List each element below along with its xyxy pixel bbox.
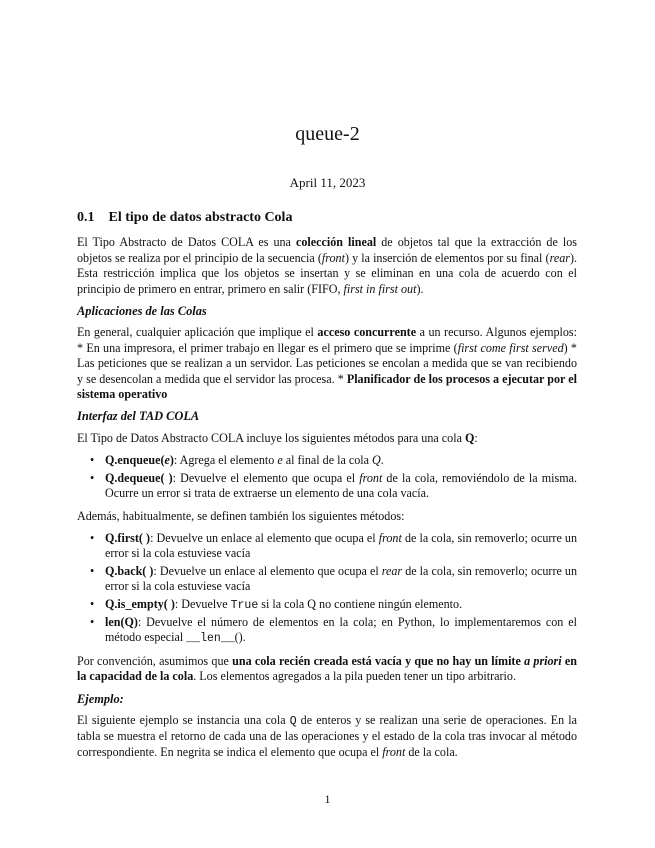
italic-text: rear [381,563,403,578]
applications-paragraph [77,325,577,402]
italic-text: first come first served [457,340,564,355]
text: : Devuelve el elemento que ocupa el [172,470,360,485]
text: si la cola Q no contiene ningún elemento. [258,596,463,611]
method-name: ) [169,453,174,468]
text: al final de la cola [282,453,373,468]
text: : Devuelve [174,596,231,611]
text: El Tipo Abstracto de Datos COLA es una [77,235,296,250]
italic-text: e [277,453,283,468]
example-paragraph [77,713,577,760]
bold-text: Q [464,430,475,445]
text: ). [416,281,424,296]
code-text: __len__ [186,632,235,646]
page-number: 1 [324,792,331,806]
list-item [105,564,577,595]
italic-text: front [321,250,345,265]
text: : [474,430,478,445]
section-title: El tipo de datos abstracto Cola [108,210,293,225]
section-heading [77,210,577,225]
text: a un recurso. Algunos ejemplos: * En una impresora, el primer trabajo en llegar es el primero que se imprime ( [77,325,577,355]
text: ) y la inserción de elementos por su final ( [344,250,550,265]
text: de la cola, sin removerlo; ocurre un error si la cola estuviese vacía [105,563,578,594]
method-name: len(Q) [105,614,138,629]
document-date: April 11, 2023 [289,175,366,190]
interface-paragraph [77,431,577,446]
extra-methods-list [77,531,577,647]
interface-methods-list [77,453,577,501]
italic-text: front [382,744,406,759]
method-name: Q.enqueue( [105,453,165,468]
applications-heading: Aplicaciones de las Colas [77,304,207,319]
list-item [105,453,577,468]
extra-methods-intro: Además, habitualmente, se definen también los siguientes métodos: [77,508,405,523]
text: : Devuelve un enlace al elemento que ocupa el [150,530,379,545]
italic-text: rear [549,250,570,265]
list-item [105,471,577,502]
text: de enteros y se realizan una serie de operaciones. En la tabla se muestra el retorno de cada una de las operaciones y el estado de la cola tras invocar al método correspondiente. En negrita se indica el elemento que ocupa el [77,712,577,759]
text: Por convención, asumimos que [77,653,233,668]
bold-text: acceso concurrente [317,325,417,340]
text: (). [234,630,246,645]
list-item [105,597,577,613]
text: ). Esta restricción implica que los objetos se insertan y se eliminan en una cola de acuerdo con el principio de primero en entrar, primero en salir (FIFO, [77,250,578,296]
text: : Devuelve un enlace al elemento que ocupa el [153,563,382,578]
method-name: Q.back( ) [105,563,154,578]
list-item [105,615,577,647]
text: de la cola. [405,744,458,759]
italic-text: front [359,470,383,485]
code-text: Q [289,714,297,728]
text: . Los elementos agregados a la pila pueden tener un tipo arbitrario. [193,669,516,684]
section-number: 0.1 [77,210,95,225]
interface-heading: Interfaz del TAD COLA [77,409,200,424]
text: de objetos tal que la extracción de los objetos se realiza por el principio de la secuencia ( [77,235,577,265]
text: ) * Las peticiones que se realizan a un servidor. Las peticiones se encolan a medida que se van recibiendo y se desencolan a medida que el servidor las procesa. * [77,340,577,386]
method-name: Q.is_empty( ) [105,596,175,611]
text: El Tipo de Datos Abstracto COLA incluye los siguientes métodos para una cola [77,430,465,445]
document-body [77,210,577,767]
bold-text: colección lineal [295,235,377,250]
method-name: Q.first( ) [105,530,151,545]
text: . [380,453,384,468]
list-item [105,531,577,562]
text: de la cola, removiéndolo de la misma. Ocurre un error si trata de extraerse un elemento de una cola vacía. [105,470,578,501]
example-heading: Ejemplo: [77,691,124,706]
italic-text: Q [372,453,381,468]
bold-italic-text: a priori [524,653,562,668]
italic-text: front [378,530,402,545]
text: : Devuelve el número de elementos en la cola; en Python, lo implementaremos con el método especial [105,614,577,645]
italic-text: first in first out [343,281,417,296]
text: El siguiente ejemplo se instancia una cola [77,712,290,727]
method-param: e [164,453,170,468]
text: En general, cualquier aplicación que implique el [77,325,318,340]
method-name: Q.dequeue( ) [105,470,173,485]
code-text: True [230,598,259,612]
bold-text: en la capacidad de la cola [77,653,577,684]
intro-paragraph [77,235,577,297]
convention-paragraph [77,654,577,685]
document-title: queue-2 [295,123,360,145]
text: de la cola, sin removerlo; ocurre un error si la cola estuviese vacía [105,530,577,561]
text: : Agrega el elemento [173,453,278,468]
bold-text: Planificador de los procesos a ejecutar por el sistema operativo [77,371,577,402]
bold-text: una cola recién creada está vacía y que no hay un límite [232,653,525,668]
